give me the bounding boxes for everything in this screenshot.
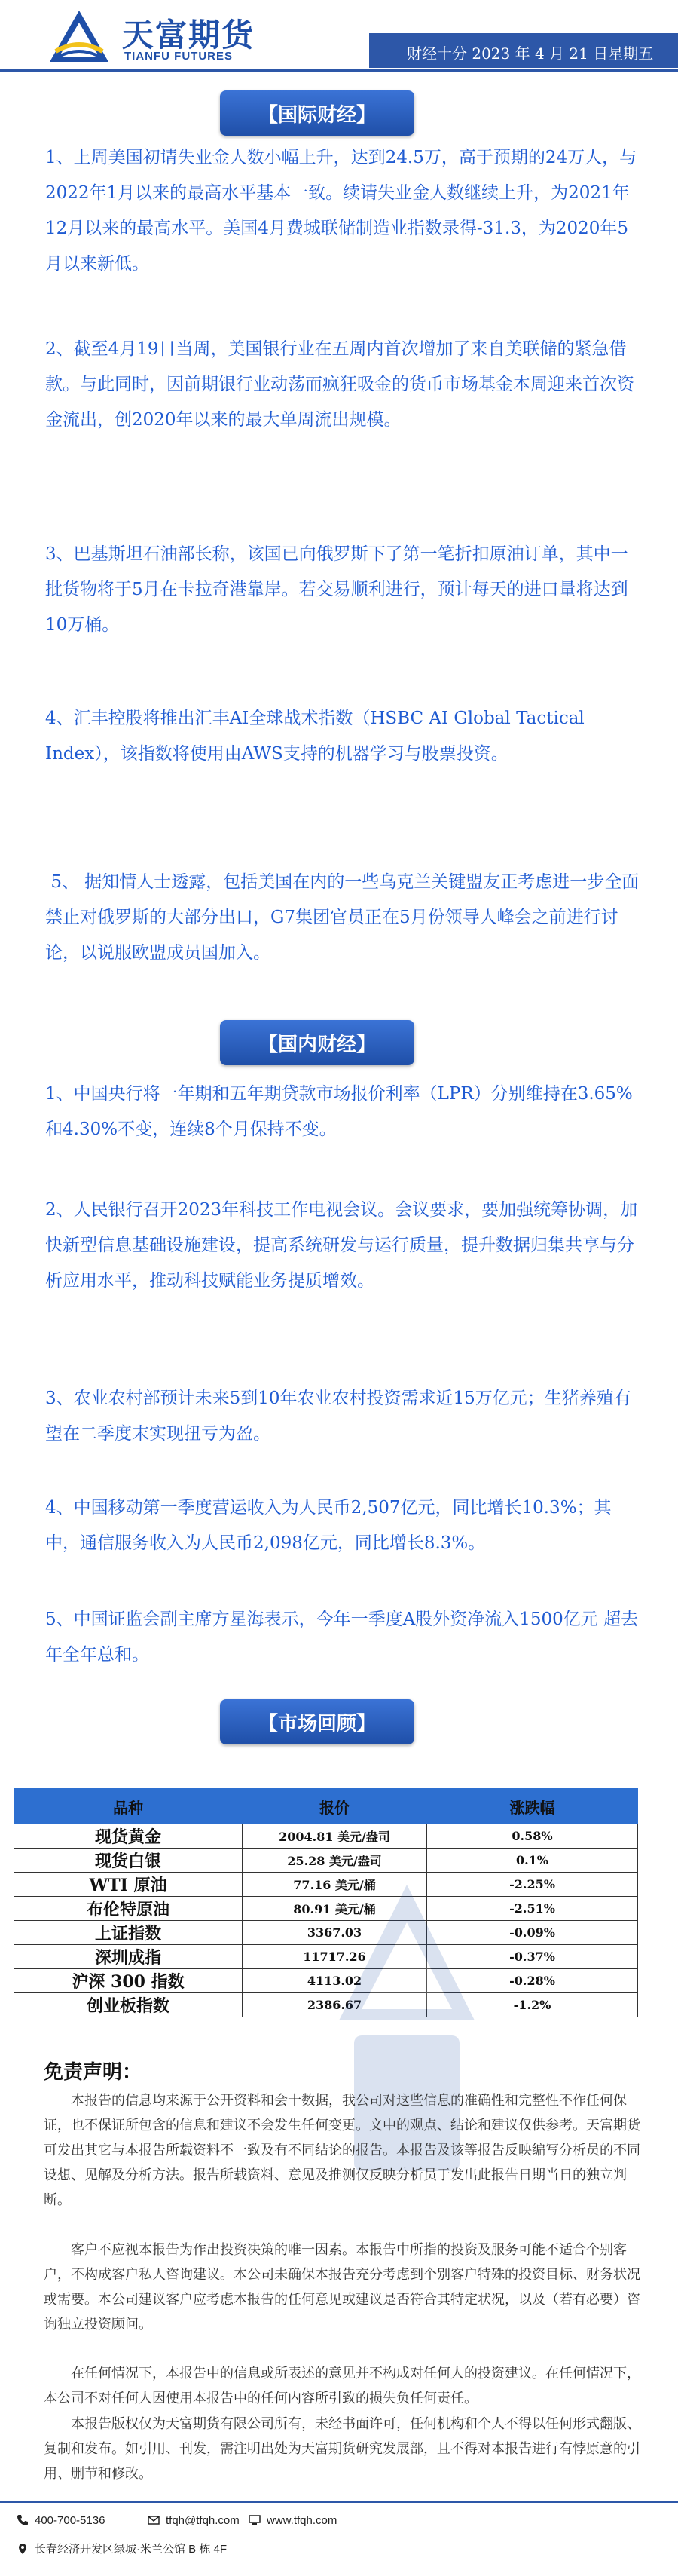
- footer-email: [148, 2514, 240, 2527]
- instrument-price: 4113.02: [243, 1969, 427, 1993]
- instrument-price: 2004.81 美元/盎司: [243, 1824, 427, 1849]
- footer-address: [17, 2541, 227, 2556]
- logo-text-cn: 天富期货: [122, 17, 255, 54]
- disclaimer-title: 免责声明：: [44, 2061, 142, 2084]
- instrument-name: WTI 原油: [14, 1873, 243, 1897]
- table-row: [14, 1921, 638, 1945]
- market-table: [14, 1788, 638, 2017]
- instrument-change: 0.1%: [427, 1849, 638, 1873]
- report-date: 财经十分 2023 年 4 月 21 日星期五: [407, 44, 654, 63]
- email-icon: [148, 2514, 160, 2526]
- footer-address-text: 长春经济开发区绿城·米兰公馆 B 栋 4F: [35, 2543, 228, 2556]
- instrument-price: 3367.03: [243, 1921, 427, 1945]
- instrument-change: -2.25%: [427, 1873, 638, 1897]
- instrument-name: 创业板指数: [14, 1993, 243, 2017]
- table-row: [14, 1945, 638, 1969]
- domestic-item-3: 3、农业农村部预计未来5到10年农业农村投资需求近15万亿元；生猪养殖有望在二季度末实现扭亏为盈。: [45, 1389, 631, 1444]
- footer-phone-text: 400-700-5136: [35, 2514, 105, 2527]
- table-row: [14, 1969, 638, 1993]
- header-instrument: 品种: [14, 1789, 243, 1824]
- monitor-icon: [249, 2514, 261, 2526]
- international-item-5: 5、 据知情人士透露，包括美国在内的一些乌克兰关键盟友正考虑进一步全面禁止对俄罗斯的大部分出口，G7集团官员正在5月份领导人峰会之前进行讨论，以说服欧盟成员国加入。: [45, 872, 640, 963]
- header-change: 涨跌幅: [427, 1789, 638, 1824]
- international-item-2: 2、截至4月19日当周，美国银行业在五周内首次增加了来自美联储的紧急借款。与此同时，因前期银行业动荡而疯狂吸金的货币市场基金本周迎来首次资金流出，创2020年以来的最大单周流出规模。: [45, 339, 634, 430]
- instrument-change: -2.51%: [427, 1897, 638, 1921]
- table-row: [14, 1993, 638, 2017]
- domestic-item-5: 5、中国证监会副主席方星海表示，今年一季度A股外资净流入1500亿元 超去年全年总和。: [45, 1610, 639, 1665]
- domestic-item-2: 2、人民银行召开2023年科技工作电视会议。会议要求，要加强统筹协调，加快新型信息基础设施建设，提高系统研发与运行质量，提升数据归集共享与分析应用水平，推动科技赋能业务提质增效。: [45, 1200, 638, 1291]
- disclaimer-paragraph-2: 客户不应视本报告为作出投资决策的唯一因素。本报告中所指的投资及服务可能不适合个别客户，不构成客户私人咨询建议。本公司未确保本报告充分考虑到个别客户特殊的投资目标、财务状况或需要。本公司建议客户应考虑本报告的任何意见或建议是否符合其特定状况，以及（若有必要）咨询独立投资顾问。: [44, 2242, 640, 2332]
- table-row: [14, 1824, 638, 1849]
- footer-website-text: www.tfqh.com: [267, 2514, 337, 2527]
- instrument-price: 80.91 美元/桶: [243, 1897, 427, 1921]
- logo-text-en: TIANFU FUTURES: [124, 50, 233, 63]
- international-item-4: 4、汇丰控股将推出汇丰AI全球战术指数（HSBC AI Global Tactical Index），该指数将使用由AWS支持的机器学习与股票投资。: [45, 709, 591, 764]
- disclaimer-paragraph-1: 本报告的信息均来源于公开资料和会十数据，我公司对这些信息的准确性和完整性不作任何保证，也不保证所包含的信息和建议不会发生任何变更。文中的观点、结论和建议仅供参考。天富期货可发出其它与本报告所载资料不一致及有不同结论的报告。本报告及该等报告反映编写分析员的不同设想、见解及分析方法。报告所载资料、意见及推测仅反映分析员于发出此报告日期当日的独立判断。: [44, 2093, 640, 2208]
- international-item-1: 1、上周美国初请失业金人数小幅上升，达到24.5万，高于预期的24万人，与2022年1月以来的最高水平基本一致。续请失业金人数继续上升，为2021年12月以来的最高水平。美国4月费城联储制造业指数录得-31.3，为2020年5月以来新低。: [45, 148, 637, 274]
- international-item-3: 3、巴基斯坦石油部长称，该国已向俄罗斯下了第一笔折扣原油订单，其中一批货物将于5月在卡拉奇港靠岸。若交易顺利进行，预计每天的进口量将达到10万桶。: [45, 544, 628, 635]
- footer-email-text: tfqh@tfqh.com: [166, 2514, 240, 2527]
- instrument-name: 现货黄金: [14, 1824, 243, 1849]
- footer-phone: [17, 2514, 105, 2527]
- instrument-name: 沪深 300 指数: [14, 1969, 243, 1993]
- domestic-item-4: 4、中国移动第一季度营运收入为人民币2,507亿元，同比增长10.3%；其中，通信服务收入为人民币2,098亿元，同比增长8.3%。: [45, 1498, 612, 1553]
- header-divider: [0, 69, 678, 72]
- table-row: [14, 1897, 638, 1921]
- disclaimer-paragraph-4: 本报告版权仅为天富期货有限公司所有，未经书面许可，任何机构和个人不得以任何形式翻版、复制和发布。如引用、刊发，需注明出处为天富期货研究发展部，且不得对本报告进行有悖原意的引用、删节和修改。: [44, 2416, 640, 2482]
- instrument-price: 25.28 美元/盎司: [243, 1849, 427, 1873]
- instrument-name: 现货白银: [14, 1849, 243, 1873]
- instrument-name: 深圳成指: [14, 1945, 243, 1969]
- instrument-change: -0.28%: [427, 1969, 638, 1993]
- domestic-item-1: 1、中国央行将一年期和五年期贷款市场报价利率（LPR）分别维持在3.65%和4.30%不变，连续8个月保持不变。: [45, 1084, 633, 1139]
- disclaimer-paragraph-3: 在任何情况下，本报告中的信息或所表述的意见并不构成对任何人的投资建议。在任何情况下，本公司不对任何人因使用本报告中的任何内容所引致的损失负任何责任。: [44, 2366, 640, 2406]
- section-title-domestic: 【国内财经】: [220, 1020, 414, 1065]
- page-header: [0, 0, 678, 72]
- section-title-international: 【国际财经】: [220, 90, 414, 136]
- footer-website: [249, 2514, 337, 2527]
- table-row: [14, 1873, 638, 1897]
- phone-icon: [17, 2514, 29, 2526]
- market-table-header-row: [14, 1789, 638, 1824]
- instrument-change: -1.2%: [427, 1993, 638, 2017]
- footer-divider: [0, 2501, 678, 2503]
- instrument-change: -0.37%: [427, 1945, 638, 1969]
- table-row: [14, 1849, 638, 1873]
- instrument-change: -0.09%: [427, 1921, 638, 1945]
- instrument-name: 布伦特原油: [14, 1897, 243, 1921]
- instrument-change: 0.58%: [427, 1824, 638, 1849]
- instrument-name: 上证指数: [14, 1921, 243, 1945]
- section-title-market: 【市场回顾】: [220, 1699, 414, 1744]
- header-price: 报价: [243, 1789, 427, 1824]
- tianfu-logo-icon: [47, 8, 111, 68]
- location-pin-icon: [17, 2543, 29, 2555]
- instrument-price: 2386.67: [243, 1993, 427, 2017]
- instrument-price: 77.16 美元/桶: [243, 1873, 427, 1897]
- instrument-price: 11717.26: [243, 1945, 427, 1969]
